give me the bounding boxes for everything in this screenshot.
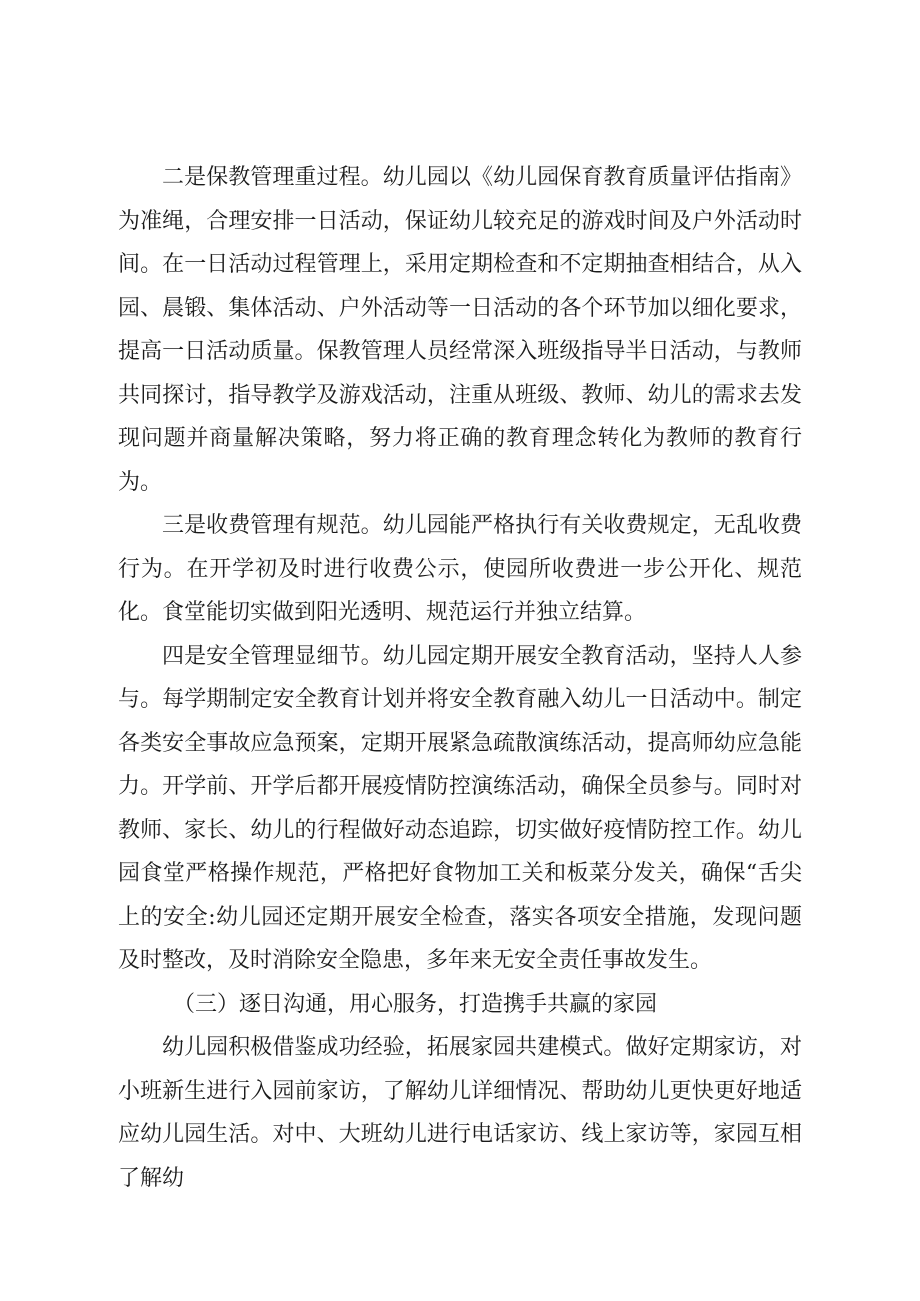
document-body	[118, 156, 802, 1200]
paragraph-home-school-cooperation: 幼儿园积极借鉴成功经验，拓展家园共建模式。做好定期家访，对小班新生进行入园前家访，了解幼儿详细情况、帮助幼儿更快更好地适应幼儿园生活。对中、大班幼儿进行电话家访、线上家访等，家园互相了解幼	[118, 1035, 802, 1191]
paragraph-safety-management: 四是安全管理显细节。幼儿园定期开展安全教育活动，坚持人人参与。每学期制定安全教育计划并将安全教育融入幼儿一日活动中。制定各类安全事故应急预案，定期开展紧急疏散演练活动，提高师幼应急能力。开学前、开学后都开展疫情防控演练活动，确保全员参与。同时对教师、家长、幼儿的行程做好动态追踪，切实做好疫情防控工作。幼儿园食堂严格操作规范，严格把好食物加工关和板菜分发关，确保“舌尖上的安全:幼儿园还定期开展安全检查，落实各项安全措施，发现问题及时整改，及时消除安全隐患，多年来无安全责任事故发生。	[118, 643, 802, 973]
paragraph-fee-management: 三是收费管理有规范。幼儿园能严格执行有关收费规定，无乱收费行为。在开学初及时进行收费公示，使园所收费进一步公开化、规范化。食堂能切实做到阳光透明、规范运行并独立结算。	[118, 513, 802, 625]
section-heading: （三）逐日沟通，用心服务，打造携手共赢的家园	[173, 991, 658, 1017]
paragraph-care-education-management: 二是保教管理重过程。幼儿园以《幼儿园保育教育质量评估指南》为准绳，合理安排一日活动，保证幼儿较充足的游戏时间及户外活动时间。在一日活动过程管理上，采用定期检查和不定期抽查相结合，从入园、晨锻、集体活动、户外活动等一日活动的各个环节加以细化要求，提高一日活动质量。保教管理人员经常深入班级指导半日活动，与教师共同探讨，指导教学及游戏活动，注重从班级、教师、幼儿的需求去发现问题并商量解决策略，努力将正确的教育理念转化为教师的教育行为。	[118, 165, 802, 495]
